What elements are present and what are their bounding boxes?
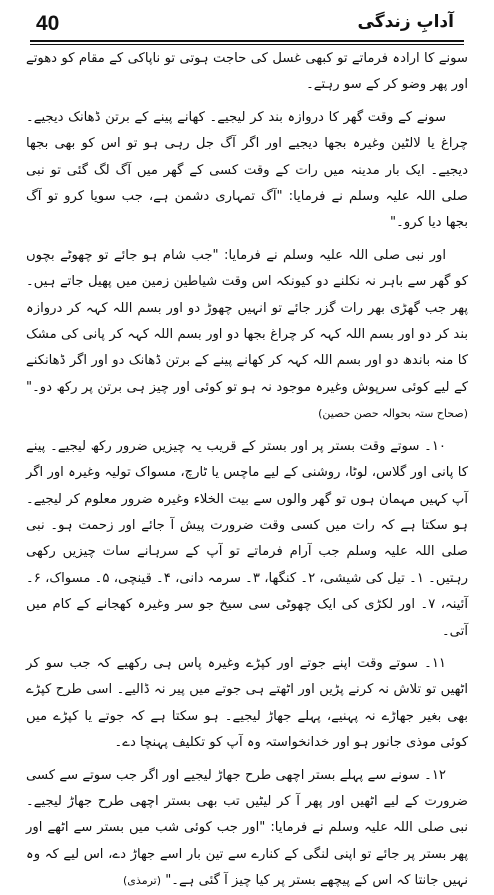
- running-title: آدابِ زندگی: [357, 12, 454, 32]
- paragraph: [26, 651, 468, 757]
- paragraph-text: ۱۱۔ سوتے وقت اپنے جوتے اور کپڑے وغیرہ پاس ہی رکھیے کہ جب سو کر اٹھیں تو تلاش نہ کرنے پڑیں اور اٹھتے ہی جوتے میں پیر نہ ڈالیے۔ اسی طرح کپڑے بھی بغیر جھاڑے نہ پہنیے، پہلے جھاڑ لیجیے۔ ہو سکتا ہے کہ جوتے یا کپڑے میں کوئی موذی جانور ہو اور خدانخواستہ وہ آپ کو تکلیف پہنچا دے۔: [26, 655, 468, 751]
- paragraph: [26, 763, 468, 895]
- page-header: [30, 10, 464, 40]
- paragraph-text: ۱۰۔ سوتے وقت بستر پر اور بستر کے قریب یہ چیزیں ضرور رکھ لیجیے۔ پینے کا پانی اور گلاس، لوٹا، روشنی کے لیے ماچس یا ٹارچ، مسواک تولیہ وغیرہ اور اگر آپ کہیں مہمان ہوں تو گھر والوں سے بیت الخلاء وغیرہ ضرور معلوم کر لیجیے۔ ہو سکتا ہے کہ رات میں کسی وقت ضرورت پیش آ جائے اور زحمت ہو۔ نبی صلی اللہ علیہ وسلم جب آرام فرماتے تو آپ کے سرہانے سات چیزیں رکھی رہتیں۔ ۱۔ تیل کی شیشی، ۲۔ کنگھا، ۳۔ سرمہ دانی، ۴۔ قینچی، ۵۔ مسواک، ۶۔ آئینہ، ۷۔ اور لکڑی کی ایک چھوٹی سی سیخ جو سر وغیرہ کھجانے کے کام میں آتی۔: [26, 438, 468, 639]
- paragraph-text: اور نبی صلی اللہ علیہ وسلم نے فرمایا: "جب شام ہو جائے تو چھوٹے بچوں کو گھر سے باہر نہ نکلنے دو کیونکہ اس وقت شیاطین زمین میں پھیل جاتے ہیں۔ پھر جب گھڑی بھر رات گزر جائے تو انہیں چھوڑ دو اور بسم اللہ کہہ کر دروازہ بند کر دو اور بسم اللہ کہہ کر چراغ بجھا دو اور بسم اللہ کہہ کر پانی کی مشک کا منہ باندھ دو اور بسم اللہ کہہ کر کھانے پینے کے برتن ڈھانک دو اور اگر ڈھانکنے کے لیے کوئی سرپوش وغیرہ موجود نہ ہو تو کوئی اور چیز ہی برتن پر رکھ دو۔": [26, 247, 468, 395]
- paragraph-text: سونے کا ارادہ فرماتے تو کبھی غسل کی حاجت ہوتی تو ناپاکی کے مقام کو دھوتے اور پھر وضو کر کے سو رہتے۔: [26, 51, 468, 93]
- paragraph-text: سونے کے وقت گھر کا دروازہ بند کر لیجیے۔ کھانے پینے کے برتن ڈھانک دیجیے۔ چراغ یا لالٹین وغیرہ بجھا دیجیے اور اگر آگ جل رہی ہو تو اس کو بھی بجھا دیجیے۔ ایک بار مدینہ میں رات کے وقت کسی کے گھر میں آگ لگ گئی تو نبی صلی اللہ علیہ وسلم نے فرمایا: "آگ تمہاری دشمن ہے، جب سویا کرو تو آگ بجھا دیا کرو۔": [26, 109, 468, 231]
- page-body: [26, 46, 468, 889]
- hadith-reference: (صحاح ستہ بحوالہ حصن حصین): [318, 407, 468, 421]
- paragraph: [26, 434, 468, 645]
- paragraph: [26, 243, 468, 428]
- paragraph: [26, 46, 468, 99]
- header-rule-thin: [30, 44, 464, 45]
- paragraph-text: ۱۲۔ سونے سے پہلے بستر اچھی طرح جھاڑ لیجیے اور اگر جب سوتے سے کسی ضرورت کے لیے اٹھیں اور پھر آ کر لیٹیں تب بھی بستر اچھی طرح جھاڑ لیجیے۔ نبی صلی اللہ علیہ وسلم نے فرمایا: "اور جب کوئی شب میں بستر سے اٹھے اور پھر بستر پر جائے تو اپنی لنگی کے کنارے سے تین بار اسے جھاڑ دے، اس لیے کہ وہ نہیں جانتا کہ اس کے پیچھے بستر پر کیا چیز آ گئی ہے۔": [26, 767, 468, 889]
- page-number: 40: [36, 12, 60, 35]
- hadith-reference: (ترمذی): [123, 874, 162, 888]
- header-rule: [30, 40, 464, 42]
- paragraph: [26, 105, 468, 237]
